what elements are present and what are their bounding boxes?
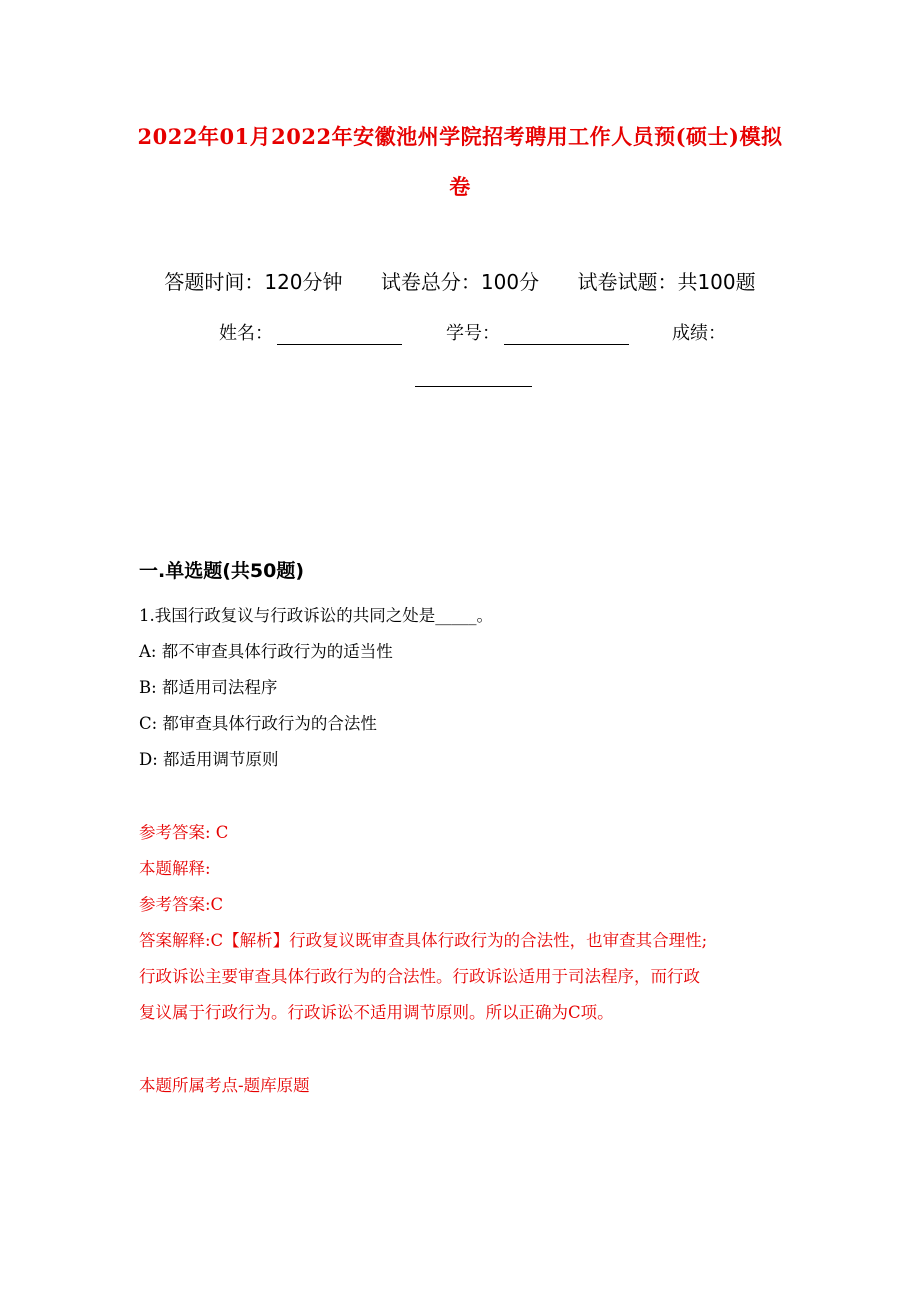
score-label: 成绩：	[672, 323, 726, 344]
student-id-blank[interactable]	[504, 324, 629, 345]
exam-info	[0, 266, 920, 295]
exam-question-count: 试卷试题：共100题	[577, 270, 756, 294]
exam-time: 答题时间：120分钟	[164, 270, 343, 294]
explanation-line-1: 答案解释:C【解析】行政复议既审查具体行政行为的合法性，也审查其合理性;	[139, 931, 708, 950]
exam-title-line-1: 2022年01月2022年安徽池州学院招考聘用工作人员预(硕士)模拟	[137, 124, 783, 149]
score-field	[672, 319, 726, 345]
option-d: D: 都适用调节原则	[139, 750, 279, 769]
topic-label: 本题所属考点-题库原题	[139, 1076, 310, 1095]
exam-total-score: 试卷总分：100分	[380, 270, 540, 294]
option-c: C: 都审查具体行政行为的合法性	[139, 714, 377, 733]
option-b: B: 都适用司法程序	[139, 678, 278, 697]
explanation-line-2: 行政诉讼主要审查具体行政行为的合法性。行政诉讼适用于司法程序，而行政	[139, 967, 700, 986]
name-blank[interactable]	[277, 324, 402, 345]
explanation-heading: 本题解释:	[139, 859, 211, 878]
section-title: 一.单选题(共50题)	[139, 560, 305, 582]
exam-title-line-2: 卷	[449, 174, 471, 199]
question-stem: 1.我国行政复议与行政诉讼的共同之处是_____。	[139, 606, 493, 625]
student-id-label: 学号：	[446, 323, 500, 344]
explanation-line-3: 复议属于行政行为。行政诉讼不适用调节原则。所以正确为C项。	[139, 1003, 614, 1022]
reference-answer: 参考答案: C	[139, 823, 229, 842]
reference-answer-2: 参考答案:C	[139, 895, 224, 914]
name-field	[219, 319, 402, 345]
student-id-field	[446, 319, 629, 345]
option-a: A: 都不审查具体行政行为的适当性	[139, 642, 393, 661]
name-label: 姓名：	[219, 323, 273, 344]
score-blank[interactable]	[415, 386, 532, 387]
